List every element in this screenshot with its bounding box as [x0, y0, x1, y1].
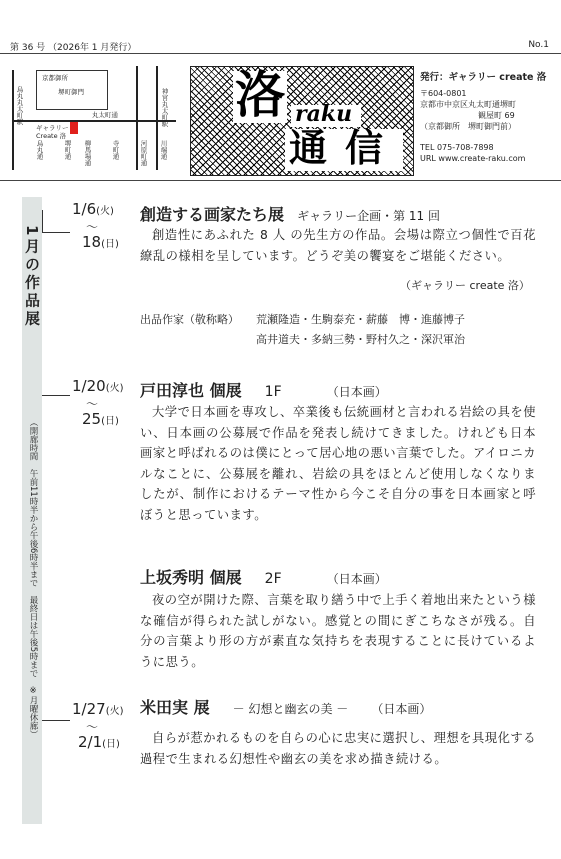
map-street-6: 川端通 — [159, 140, 168, 160]
publisher-name: 発行：ギャラリー create 洛 — [420, 72, 547, 83]
map-street-3: 柳馬場通 — [83, 140, 92, 166]
publisher-postal: 〒604-0801 — [420, 89, 467, 98]
connector-line — [42, 232, 70, 233]
exhibition-2-heading — [140, 378, 387, 401]
exhibition-1-artists-line-1: 荒瀬隆造・生駒泰充・薪藤 博・進藤博子 — [256, 313, 465, 326]
exhibition-4-title: 米田実 展 — [140, 698, 210, 717]
map-street-2: 堺町通 — [63, 140, 72, 160]
connector-line — [42, 395, 70, 396]
connector-line — [42, 720, 70, 721]
raku-tsushin-logo — [190, 66, 414, 176]
exhibition-4-dates: 1/27(火) 〜 2/1(日) — [72, 700, 124, 751]
exhibition-4-genre: （日本画） — [371, 702, 432, 716]
map-label-marutamachi: 丸太町通 — [92, 111, 118, 119]
map-street-1: 烏丸通 — [35, 140, 44, 160]
map-station-karasuma: 烏丸丸太町駅 — [15, 86, 24, 125]
exhibition-3-body: 夜の空が開けた際、言葉を取り繕う中で上手く着地出来たという様な確信が得られた試しがない。感覚との間にぎこちなさが残る。自分の言葉より形の方が素直な気持ちを表現することに長けているように思う。 — [140, 593, 536, 669]
exhibition-1-artists-line-2: 高井道夫・多納三勢・野村久之・深沢軍治 — [256, 333, 465, 346]
logo-romaji: raku — [295, 101, 353, 127]
exhibition-1-body: 創造性にあふれた 8 人 の先生方の作品。会場は際立つ個性で百花繚乱の様相を呈しています。どうぞ美の饗宴をご堪能ください。 — [140, 228, 536, 263]
exhibition-1-title: 創造する画家たち展 — [140, 205, 285, 224]
exhibition-4-subtitle: － 幻想と幽玄の美 － — [232, 702, 349, 716]
exhibition-1-dates: 1/6(火) 〜 18(日) — [72, 200, 119, 251]
exhibition-3-floor: 2F — [264, 571, 282, 587]
exhibition-4-heading — [140, 695, 431, 718]
map-road-kawaramachi — [136, 66, 138, 170]
publisher-info — [420, 72, 546, 164]
masthead-divider — [0, 180, 561, 181]
exhibition-2-floor: 1F — [264, 384, 282, 400]
map-label-gallery: ギャラリー Create 洛 — [36, 124, 69, 140]
exhibition-3-genre: （日本画） — [326, 572, 387, 586]
issue-number: 第 36 号 （2026年 1 月発行） — [10, 43, 137, 53]
exhibition-3-title: 上坂秀明 個展 — [140, 568, 242, 587]
publisher-tel: TEL 075-708-7898 — [420, 143, 494, 152]
exhibition-2-title: 戸田淳也 個展 — [140, 381, 242, 400]
exhibition-2-genre: （日本画） — [326, 385, 387, 399]
header-divider — [0, 53, 561, 54]
publisher-url: URL www.create-raku.com — [420, 154, 526, 163]
exhibition-4-body: 自らが惹かれるものを自らの心に忠実に選択し、理想を具現化する過程で生まれる幻想性や幽玄の美を求め描き続ける。 — [140, 731, 536, 766]
publisher-address-1: 京都市中京区丸太町通堺町 — [420, 100, 516, 109]
map-station-jingu: 神宮丸太町駅 — [160, 88, 169, 127]
exhibition-2-body: 大学で日本画を専攻し、卒業後も伝統画材と言われる岩絵の具を使い、日本画の公募展で作品を発表し続けてきました。けれども日本画家と呼ばれるのは僕にとって居心地の悪い言葉でした。アイロニカルなことに、公募展を離れ、岩絵の具をほとんど使用しなくなりましたが、制作におけるテーマ性から今こそ自分の事を日本画家と呼ぼうと思っています。 — [140, 405, 536, 522]
exhibition-1-credit: （ギャラリー create 洛） — [400, 279, 530, 292]
map-label-gosho: 京都御所 — [42, 74, 68, 82]
map-road-kawabata — [156, 66, 158, 170]
logo-kanji-raku: 洛 — [235, 66, 285, 124]
exhibition-2-dates: 1/20(火) 〜 25(日) — [72, 377, 124, 428]
exhibition-1-heading — [140, 202, 440, 225]
sidebar-title: 1月の作品展 — [23, 225, 41, 329]
map-road-marutamachi — [12, 120, 176, 122]
exhibition-3-heading — [140, 565, 387, 588]
logo-kanji-tsushin: 通信 — [289, 125, 402, 170]
map-street-4: 寺町通 — [111, 140, 120, 160]
map-label-gate: 堺町御門 — [58, 88, 84, 96]
page-number: No.1 — [528, 40, 549, 50]
gallery-hours-note: （開廊時間 午前11時半から午後6時半まで 最終日は午後5時まで ※月曜休廊） — [28, 418, 38, 739]
exhibition-1-artists-label: 出品作家（敬称略） — [140, 313, 239, 326]
publisher-address-2: 観屋町 69 — [478, 111, 515, 120]
access-map — [8, 62, 178, 174]
exhibition-1-subtitle: ギャラリー企画・第 11 回 — [297, 209, 441, 223]
map-street-5: 河原町通 — [139, 140, 148, 166]
publisher-address-3: （京都御所 堺町御門前） — [420, 122, 516, 131]
